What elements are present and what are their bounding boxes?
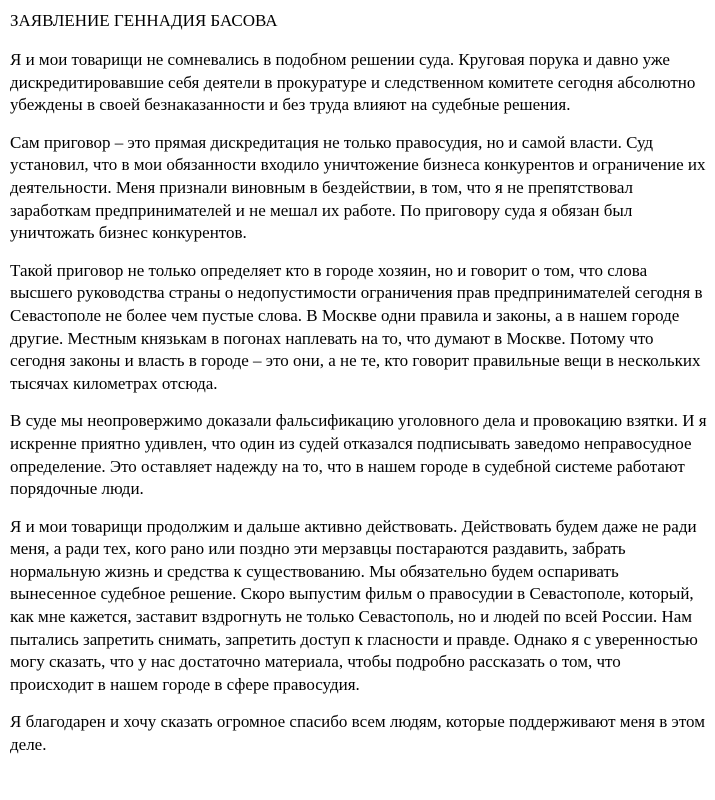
paragraph-4: В суде мы неопровержимо доказали фальсификацию уголовного дела и провокацию взятки. И я искренне приятно удивлен, что один из судей отказался подписывать заведомо неправосудное определение. Это оставляет надежду на то, что в нашем городе в судебной системе работают порядочные люди. [10,411,707,499]
paragraph-3: Такой приговор не только определяет кто в городе хозяин, но и говорит о том, что слова высшего руководства страны о недопустимости ограничения прав предпринимателей сегодня в Севастополе не более чем пустые слова. В Москве одни правила и законы, а в нашем городе другие. Местным князькам в погонах наплевать на то, что думают в Москве. Потому что сегодня законы и власть в городе – это они, а не те, кто говорит правильные вещи в нескольких тысячах километрах отсюда. [10,260,703,393]
paragraph-1: Я и мои товарищи не сомневались в подобном решении суда. Круговая порука и давно уже дискредитировавшие себя деятели в прокуратуре и следственном комитете сегодня абсолютно убеждены в своей безнаказанности и без труда влияют на судебные решения. [10,50,696,115]
paragraph-2: Сам приговор – это прямая дискредитация не только правосудия, но и самой власти. Суд установил, что в мои обязанности входило уничтожение бизнеса конкурентов и ограничение их деятельности. Меня признали виновным в бездействии, в том, что я не препятствовал заработкам предпринимателей и не мешал их работе. По приговору суда я обязан был уничтожать бизнес конкурентов. [10,132,706,243]
document-page [10,10,707,772]
paragraph-6: Я благодарен и хочу сказать огромное спасибо всем людям, которые поддерживают меня в этом деле. [10,712,705,755]
paragraph-5: Я и мои товарищи продолжим и дальше активно действовать. Действовать будем даже не ради меня, а ради тех, кого рано или поздно эти мерзавцы постараются раздавить, забрать нормальную жизнь и средства к существованию. Мы обязательно будем оспаривать вынесенное судебное решение. Скоро выпустим фильм о правосудии в Севастополе, который, как мне кажется, заставит вздрогнуть не только Севастополь, но и людей по всей России. Нам пытались запретить снимать, запретить доступ к гласности и правде. Однако я с уверенностью могу сказать, что у нас достаточно материала, чтобы подробно рассказать о том, что происходит в нашем городе в сфере правосудия. [10,516,698,694]
document-title: ЗАЯВЛЕНИЕ ГЕННАДИЯ БАСОВА [10,11,278,30]
